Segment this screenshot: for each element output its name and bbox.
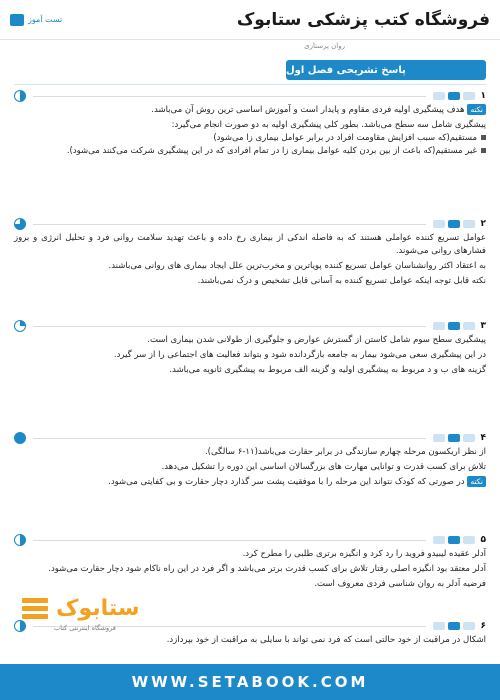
question-number: ۱ bbox=[480, 91, 486, 101]
tag-icon bbox=[448, 622, 460, 630]
tag-icon bbox=[463, 92, 475, 100]
tag-icon bbox=[433, 92, 445, 100]
answer-paragraph: آدلر معتقد بود انگیزه اصلی رفتار تلاش برای کسب قدرت برتر می‌باشد و اگر فرد در این راه ناکام شود دچار حقارت می‌شود. bbox=[48, 564, 486, 574]
footer-url[interactable]: WWW.SETABOOK.COM bbox=[131, 673, 369, 691]
answer-block-3 bbox=[14, 320, 486, 377]
bullet-square-icon bbox=[481, 135, 486, 140]
question-header bbox=[14, 432, 486, 444]
book-stack-icon bbox=[22, 598, 48, 622]
answer-block-1 bbox=[14, 90, 486, 158]
paragraph-text: هدف پیشگیری اولیه فردی مقاوم و پایدار است و آموزش اساسی ترین روش آن می‌باشد. bbox=[151, 105, 465, 115]
tag-icon bbox=[448, 220, 460, 228]
watermark-brand: ستابوک bbox=[56, 596, 140, 621]
question-header bbox=[14, 90, 486, 102]
top-banner bbox=[0, 0, 500, 40]
answer-block-5 bbox=[14, 534, 486, 591]
answer-paragraph: فرضیه آدلر به روان شناسی فردی معروف است. bbox=[314, 579, 486, 589]
banner-subtitle: روان پرستاری bbox=[304, 42, 345, 50]
answer-paragraph: عوامل تسریع کننده عواملی هستند که به فاصله اندکی از بیماری رخ داده و باعث تهدید سلامت روانی فرد و تحلیل انرژی و بروز فشارهای روانی می‌شوند. bbox=[14, 233, 486, 256]
paragraph-text: در صورتی که کودک نتواند این مرحله را با موفقیت پشت سر گذارد دچار حقارت و بی کفایتی می‌شود. bbox=[108, 477, 465, 487]
question-header bbox=[14, 320, 486, 332]
answer-paragraph: پیشگیری شامل سه سطح می‌باشد. بطور کلی پیشگیری اولیه به دو صورت انجام می‌گیرد: bbox=[171, 120, 486, 130]
tag-icon bbox=[463, 322, 475, 330]
question-number: ۵ bbox=[480, 535, 486, 545]
bullet-item bbox=[14, 145, 486, 158]
question-header bbox=[14, 534, 486, 546]
answer-paragraph: گزینه های ب و د مربوط به پیشگیری اولیه و گزینه الف مربوط به پیشگیری ثانویه می‌باشد. bbox=[169, 365, 486, 375]
logo-text: تست آموز bbox=[28, 15, 63, 24]
answer-paragraph: به اعتقاد اکثر روانشناسان عوامل تسریع کننده پویاترین و مخرب‌ترین علل ایجاد بیماری های روانی می‌باشند. bbox=[108, 261, 486, 271]
tag-icon bbox=[463, 220, 475, 228]
answer-paragraph: اشکال در مراقبت از خود حالتی است که فرد نمی تواند با سایلی به مراقبت از خود بپردازد. bbox=[166, 635, 486, 645]
question-number: ۴ bbox=[480, 433, 486, 443]
answer-paragraph: پیشگیری سطح سوم شامل کاستن از گسترش عوارض و جلوگیری از طولانی شدن بیماری است. bbox=[147, 335, 486, 345]
answer-block-4 bbox=[14, 432, 486, 489]
bullet-text: غیر مستقیم(که باعث از بین بردن کلیه عوامل بیماری زا در تمام افرادی که در این پیشگیری شرکت می‌کنند می‌شود). bbox=[66, 146, 477, 156]
setabook-watermark bbox=[22, 596, 152, 636]
bullet-text: مستقیم(که سبب افزایش مقاومت افراد در برابر عوامل بیماری زا می‌شود) bbox=[213, 133, 477, 143]
top-logo bbox=[10, 14, 62, 26]
tag-icon bbox=[433, 322, 445, 330]
tag-icon bbox=[448, 92, 460, 100]
tag-icon bbox=[448, 322, 460, 330]
tag-icon bbox=[433, 536, 445, 544]
watermark-tagline: فروشگاه اینترنتی کتاب bbox=[54, 624, 116, 632]
tag-icon bbox=[433, 622, 445, 630]
answer-paragraph: تلاش برای کسب قدرت و توانایی مهارت های بزرگسالان اساسی این دوره را تشکیل می‌دهد. bbox=[161, 462, 486, 472]
difficulty-pie-icon bbox=[14, 90, 26, 102]
section-divider bbox=[14, 84, 486, 85]
question-number: ۲ bbox=[480, 219, 486, 229]
tag-icon bbox=[463, 434, 475, 442]
banner-title: فروشگاه کتب پزشکی ستابوک bbox=[236, 9, 490, 30]
header-rule bbox=[33, 224, 426, 225]
question-header bbox=[14, 218, 486, 230]
section-title: پاسخ تشریحی فصل اول bbox=[286, 64, 406, 76]
difficulty-pie-icon bbox=[14, 218, 26, 230]
section-header bbox=[286, 60, 486, 80]
header-rule bbox=[33, 438, 426, 439]
note-badge: نکته bbox=[467, 104, 486, 115]
answer-paragraph: آدلر عقیده لیبیدو فروید را رد کرد و انگیزه برتری طلبی را مطرح کرد. bbox=[242, 549, 486, 559]
answer-paragraph bbox=[14, 476, 486, 489]
tag-icon bbox=[448, 434, 460, 442]
difficulty-pie-icon bbox=[14, 320, 26, 332]
difficulty-pie-icon bbox=[14, 432, 26, 444]
difficulty-pie-icon bbox=[14, 534, 26, 546]
tag-icon bbox=[448, 536, 460, 544]
header-rule bbox=[33, 326, 426, 327]
question-number: ۳ bbox=[480, 321, 486, 331]
header-rule bbox=[33, 96, 426, 97]
tag-icon bbox=[463, 622, 475, 630]
note-badge: نکته bbox=[467, 476, 486, 487]
book-icon bbox=[10, 14, 24, 26]
tag-icon bbox=[433, 434, 445, 442]
bullet-square-icon bbox=[481, 148, 486, 153]
tag-icon bbox=[463, 536, 475, 544]
tag-icon bbox=[433, 220, 445, 228]
footer-bar bbox=[0, 664, 500, 700]
bullet-item bbox=[14, 132, 486, 145]
answer-block-2 bbox=[14, 218, 486, 288]
header-rule bbox=[33, 540, 426, 541]
question-number: ۶ bbox=[480, 621, 486, 631]
answer-paragraph: در این پیشگیری سعی می‌شود بیمار به جامعه بازگردانده شود و بتواند فعالیت های اجتماعی را از سر گیرد. bbox=[113, 350, 486, 360]
answer-paragraph: نکته قابل توجه اینکه عوامل تسریع کننده به آسانی قابل تشخیص و درک نمی‌باشند. bbox=[197, 276, 486, 286]
answer-paragraph: از نظر اریکسون مرحله چهارم سازندگی در برابر حقارت می‌باشد(۱۱-۶ سالگی). bbox=[204, 447, 486, 457]
answer-paragraph bbox=[14, 104, 486, 117]
